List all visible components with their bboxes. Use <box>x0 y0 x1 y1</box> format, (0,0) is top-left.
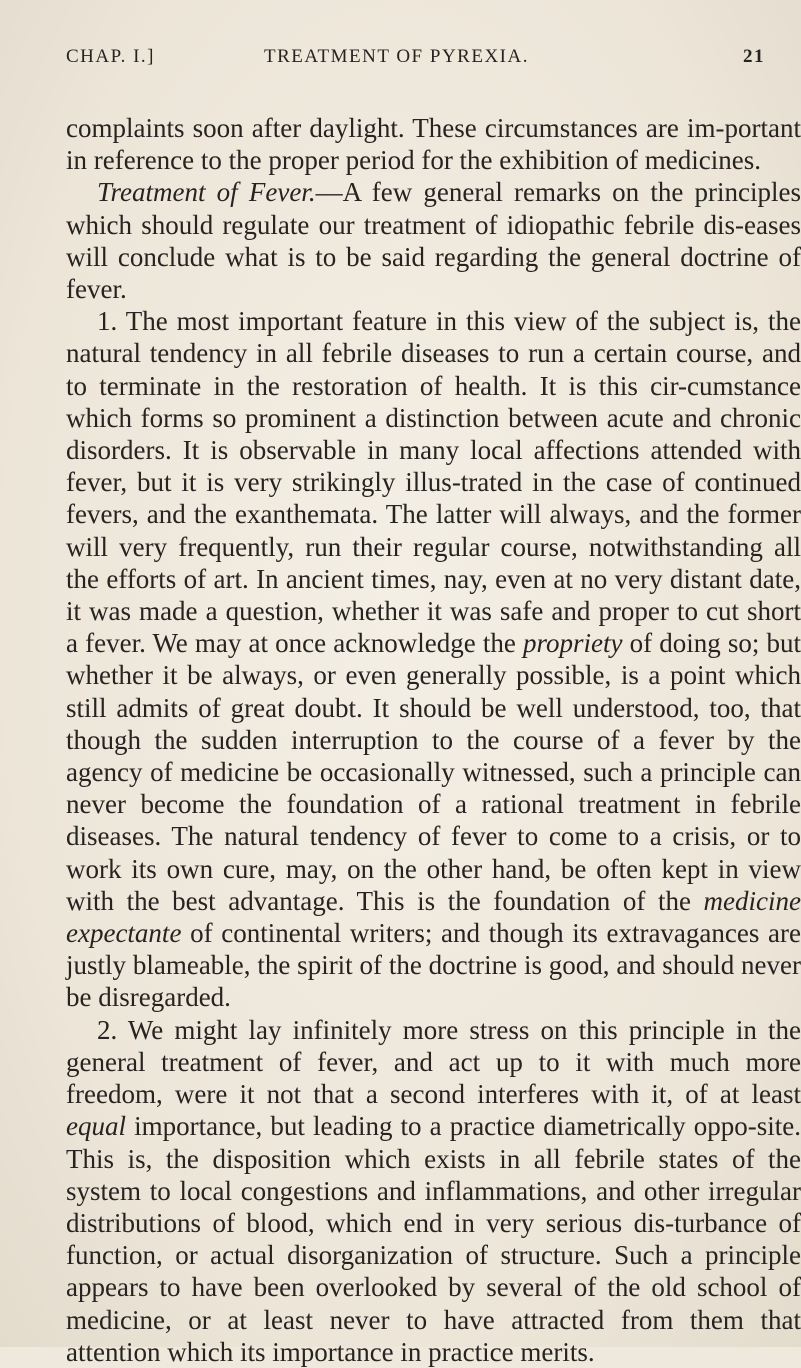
emphasis-text: medicine expectante <box>66 885 801 949</box>
paragraph-treatment-of-fever <box>66 176 801 305</box>
body-text <box>66 112 801 1368</box>
paragraph-text: 2. We might lay infinitely more stress on this principle in the general treatment of fever, and act up to it with much more freedom, were it not that a second interferes with it, of at least <box>66 1014 801 1110</box>
paragraph-text: importance, but leading to a practice diametrically oppo-site. This is, the disposition which exists in all febrile states of the system to local congestions and inflammations, and other irregular distributions of blood, which end in very serious dis-turbance of function, or actual disorganization of structure. Such a principle appears to have been overlooked by several of the old school of medicine, or at least never to have attracted from them that attention which its importance in practice merits. <box>66 1111 801 1367</box>
running-title: TREATMENT OF PYREXIA. <box>264 46 529 67</box>
paragraph-text: of doing so; but whether it be always, or even generally possible, is a point which still admits of great doubt. It should be well understood, too, that though the sudden interruption to the course of a fever by the agency of medicine be occasionally witnessed, such a principle can never become the foundation of a rational treatment in febrile diseases. The natural tendency of fever to come to a crisis, or to work its own cure, may, on the other hand, be often kept in view with the best advantage. This is the foundation of the <box>66 628 801 916</box>
paragraph-text: of continental writers; and though its extravagances are justly blameable, the spirit of the doctrine is good, and should never be disregarded. <box>66 918 801 1013</box>
paragraph-text: —A few general remarks on the principles which should regulate our treatment of idiopathic febrile dis-eases will conclude what is to be said regarding the general doctrine of fever. <box>66 177 801 305</box>
paragraph-point-2 <box>66 1014 801 1368</box>
page-number: 21 <box>743 46 765 67</box>
chapter-label: CHAP. I.] <box>66 46 155 67</box>
paragraph-text: 1. The most important feature in this view of the subject is, the natural tendency in all febrile diseases to run a certain course, and to terminate in the restoration of health. It is this cir-cumstance which forms so prominent a distinction between acute and chronic disorders. It is observable in many local affections attended with fever, but it is very strikingly illus-trated in the case of continued fevers, and the exanthemata. The latter will always, and the former will very frequently, run their regular course, notwithstanding all the efforts of art. In ancient times, nay, even at no very distant date, it was made a question, whether it was safe and proper to cut short a fever. We may at once acknowledge the <box>66 306 801 659</box>
emphasis-text: equal <box>66 1111 126 1142</box>
section-heading: Treatment of Fever. <box>97 177 316 208</box>
paragraph-text: complaints soon after daylight. These circumstances are im-portant in reference to the proper period for the exhibition of medicines. <box>66 113 801 176</box>
running-head <box>66 46 765 76</box>
emphasis-text: propriety <box>522 628 623 659</box>
paragraph-point-1 <box>66 305 801 1013</box>
paragraph-continuation <box>66 112 801 176</box>
